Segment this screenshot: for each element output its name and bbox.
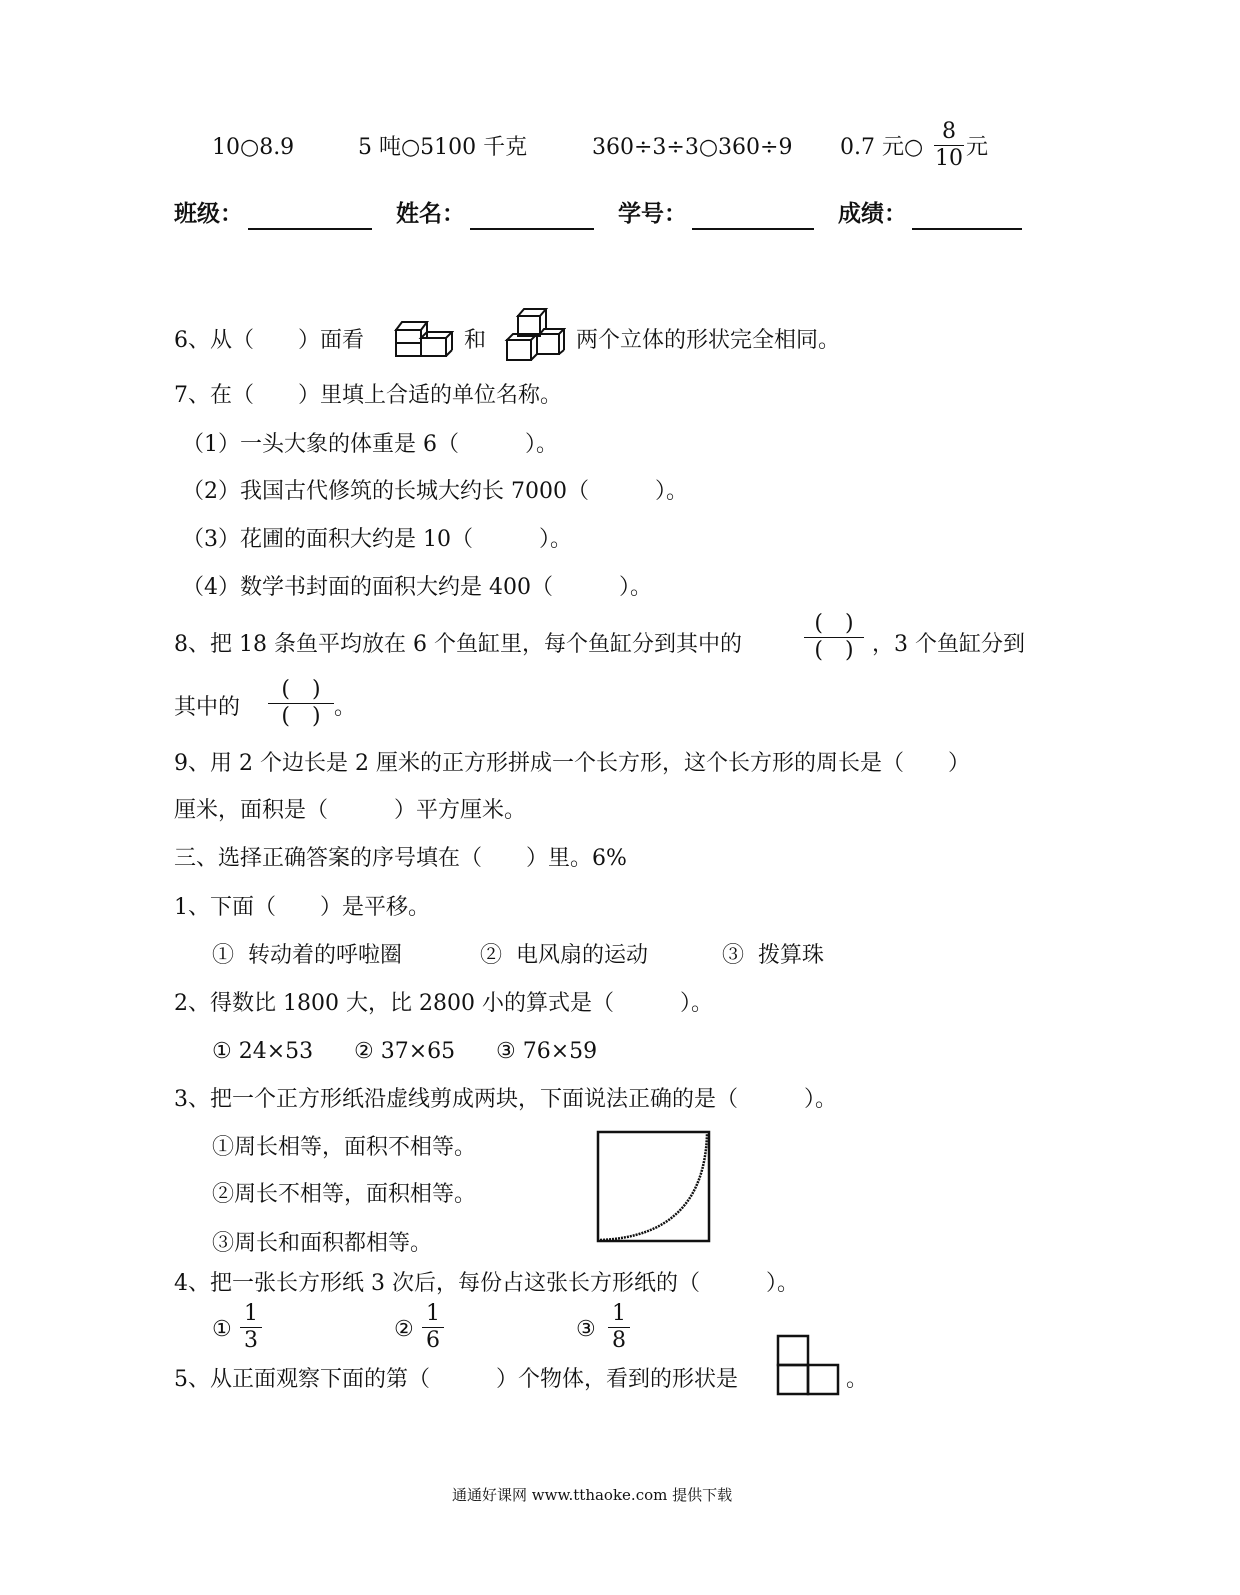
- front-view-shape: [776, 1334, 840, 1396]
- square-cut-diagram: [596, 1130, 712, 1244]
- q7-item-1: （1）一头大象的体重是 6（ ）。: [182, 432, 558, 457]
- s3-q1-option-3: ③ 拨算珠: [722, 943, 824, 968]
- compare-item-3: 360÷3÷3○360÷9: [592, 135, 793, 160]
- s3-q4-option-3-fraction: [608, 1302, 630, 1353]
- page-footer: 通通好课网 www.tthaoke.com 提供下载: [452, 1486, 733, 1504]
- q6-text-1: 6、从（ ）面看: [174, 328, 364, 353]
- q7-item-3: （3）花圃的面积大约是 10（ ）。: [182, 527, 572, 552]
- s3-q1-option-1: ① 转动着的呼啦圈: [212, 943, 402, 968]
- fraction-numerator: 8: [942, 119, 956, 144]
- cube-shape-1: [394, 308, 454, 358]
- class-field[interactable]: [248, 206, 372, 230]
- fraction-denominator: 10: [935, 146, 963, 171]
- s3-q3-option-1: ①周长相等，面积不相等。: [212, 1135, 477, 1160]
- fraction-denominator: 8: [612, 1328, 626, 1353]
- q8-text-1: 8、把 18 条鱼平均放在 6 个鱼缸里，每个鱼缸分到其中的: [174, 632, 742, 657]
- q9-line-2: 厘米，面积是（ ）平方厘米。: [174, 798, 527, 823]
- s3-q4-option-1-fraction: [240, 1302, 262, 1353]
- fraction-numerator-blank[interactable]: ( ): [281, 677, 321, 702]
- q9-line-1: 9、用 2 个边长是 2 厘米的正方形拼成一个长方形，这个长方形的周长是（ ）: [174, 751, 970, 776]
- q6-text-3: 两个立体的形状完全相同。: [576, 328, 841, 353]
- s3-q2-option-3: ③ 76×59: [496, 1039, 598, 1064]
- student-id-field[interactable]: [692, 206, 814, 230]
- s3-q3-option-3: ③周长和面积都相等。: [212, 1231, 433, 1256]
- s3-q3-option-2: ②周长不相等，面积相等。: [212, 1182, 477, 1207]
- q7-item-2: （2）我国古代修筑的长城大约长 7000（ ）。: [182, 479, 688, 504]
- q8-fraction-1: [804, 612, 864, 663]
- s3-q4-option-2-fraction: [422, 1302, 444, 1353]
- s3-q2-option-1: ① 24×53: [212, 1039, 314, 1064]
- fraction-denominator-blank[interactable]: ( ): [814, 638, 854, 663]
- score-field[interactable]: [912, 206, 1022, 230]
- s3-q4-option-1-mark: ①: [212, 1317, 232, 1342]
- s3-q5-end: 。: [846, 1367, 869, 1392]
- class-label: 班级：: [174, 201, 243, 227]
- q6-text-2: 和: [464, 328, 487, 353]
- q7-title: 7、在（ ）里填上合适的单位名称。: [174, 383, 562, 408]
- s3-q4-option-2-mark: ②: [394, 1317, 414, 1342]
- fraction-denominator: 6: [426, 1328, 440, 1353]
- s3-q4-stem: 4、把一张长方形纸 3 次后，每份占这张长方形纸的（ ）。: [174, 1271, 799, 1296]
- q8-text-4: 。: [334, 695, 357, 720]
- fraction-numerator-blank[interactable]: ( ): [814, 611, 854, 636]
- cube-shape-2: [504, 306, 566, 362]
- s3-q4-option-3-mark: ③: [576, 1317, 596, 1342]
- fraction-numerator: 1: [244, 1301, 258, 1326]
- q7-item-4: （4）数学书封面的面积大约是 400（ ）。: [182, 575, 652, 600]
- compare-item-4-fraction: [934, 120, 964, 171]
- compare-item-4-prefix: 0.7 元○: [840, 135, 924, 160]
- fraction-denominator-blank[interactable]: ( ): [281, 704, 321, 729]
- fraction-numerator: 1: [426, 1301, 440, 1326]
- q8-text-3: 其中的: [174, 695, 241, 720]
- name-field[interactable]: [470, 206, 594, 230]
- section-3-title: 三、选择正确答案的序号填在（ ）里。6%: [174, 846, 627, 871]
- s3-q1-option-2: ② 电风扇的运动: [480, 943, 648, 968]
- s3-q3-stem: 3、把一个正方形纸沿虚线剪成两块，下面说法正确的是（ ）。: [174, 1087, 837, 1112]
- compare-item-4-suffix: 元: [966, 135, 989, 160]
- s3-q1-stem: 1、下面（ ）是平移。: [174, 895, 430, 920]
- compare-item-2: 5 吨○5100 千克: [358, 135, 528, 160]
- score-label: 成绩：: [838, 201, 907, 227]
- name-label: 姓名：: [396, 201, 465, 227]
- compare-item-1: 10○8.9: [212, 135, 295, 160]
- s3-q2-stem: 2、得数比 1800 大，比 2800 小的算式是（ ）。: [174, 991, 713, 1016]
- s3-q5-stem: 5、从正面观察下面的第（ ）个物体，看到的形状是: [174, 1367, 738, 1392]
- fraction-denominator: 3: [244, 1328, 258, 1353]
- q8-text-2: ，3 个鱼缸分到: [872, 632, 1025, 657]
- student-id-label: 学号：: [618, 201, 687, 227]
- fraction-numerator: 1: [612, 1301, 626, 1326]
- q8-fraction-2: [268, 678, 334, 729]
- s3-q2-option-2: ② 37×65: [354, 1039, 456, 1064]
